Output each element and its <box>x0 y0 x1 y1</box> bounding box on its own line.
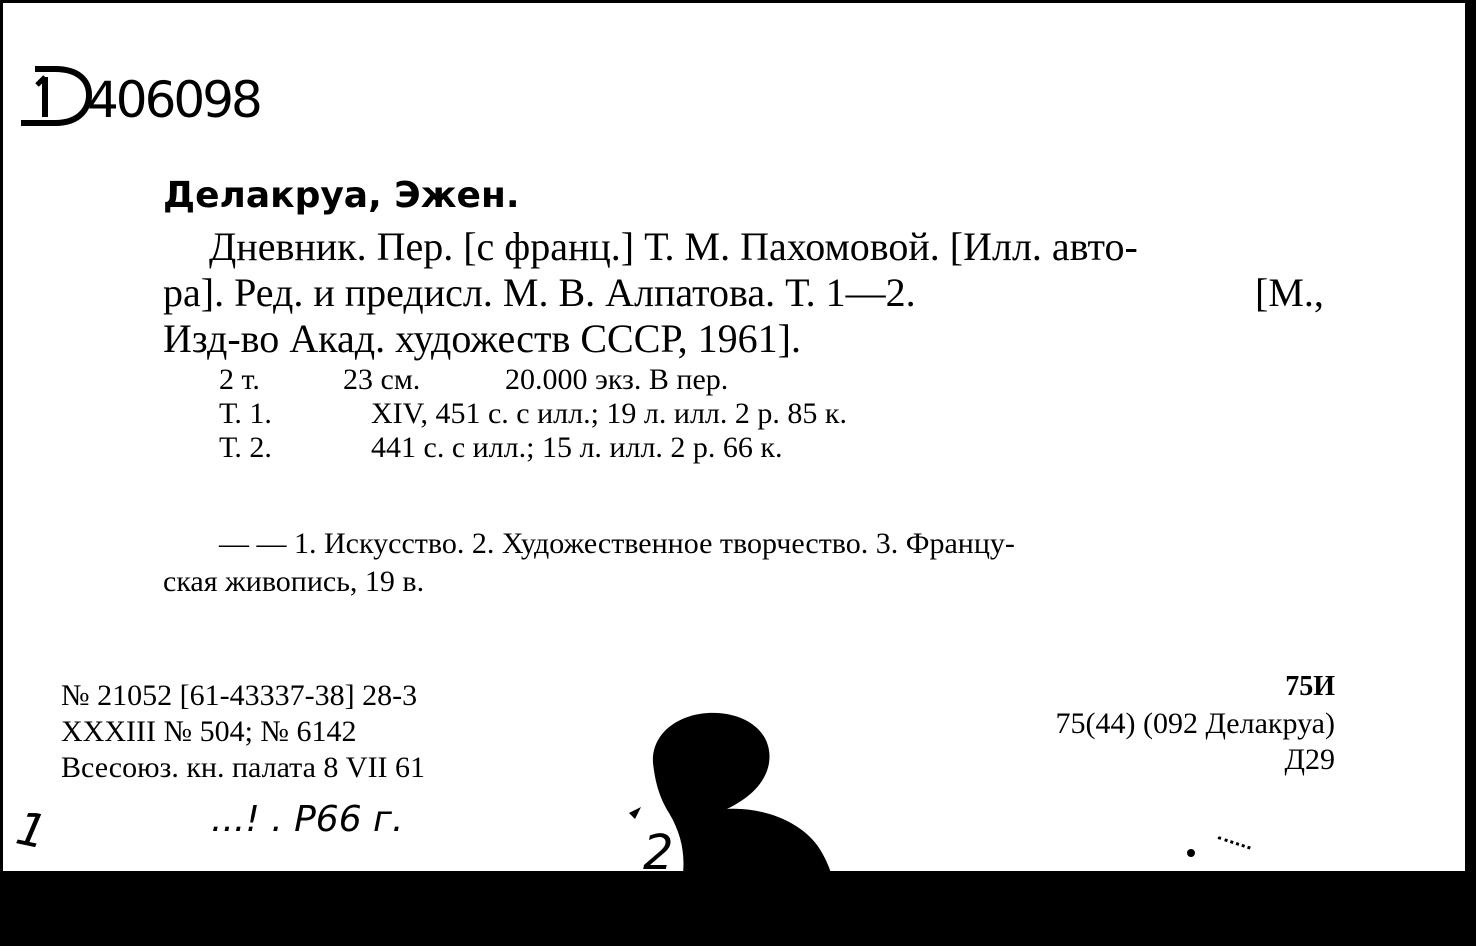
physical-line-2 <box>219 397 847 431</box>
subjects-line-2: ская живопись, 19 в. <box>163 565 425 598</box>
handwritten-number: 2 <box>643 825 674 871</box>
handwritten-scribble: ...! . Р66 г. <box>211 799 404 840</box>
speck-mark <box>1213 836 1251 863</box>
publication-place: [М., <box>1255 270 1324 315</box>
volume-1-details: XIV, 451 с. с илл.; 19 л. илл. 2 р. 85 к. <box>371 397 847 430</box>
author-mark: Д29 <box>1284 743 1335 776</box>
classification-code: 75(44) (092 Делакруа) <box>1055 707 1335 740</box>
registration-line-1: № 21052 [61-43337-38] 28-3 <box>61 679 418 712</box>
author-heading: Делакруа, Эжен. <box>163 175 520 216</box>
catalog-card <box>3 3 1465 871</box>
handwritten-left-mark: 1 <box>11 800 52 860</box>
volumes-count: 2 т. <box>219 363 260 396</box>
description-line-2: ра]. Ред. и предисл. М. В. Алпатова. Т. 1—2. <box>163 270 916 315</box>
physical-line-1 <box>219 363 728 397</box>
physical-line-3 <box>219 431 783 465</box>
volume-1-label: Т. 1. <box>219 397 272 430</box>
subjects-line-1: — — 1. Искусство. 2. Художественное творчество. 3. Францу- <box>219 527 1015 560</box>
speck-dot <box>1187 849 1195 857</box>
volume-2-label: Т. 2. <box>219 431 272 464</box>
registration-line-3: Всесоюз. кн. палата 8 VII 61 <box>61 751 426 784</box>
description-line-3: Изд-во Акад. художеств СССР, 1961]. <box>163 316 801 361</box>
registration-line-2: ХХХIII № 504; № 6142 <box>61 715 357 748</box>
print-run: 20.000 экз. В пер. <box>505 363 729 396</box>
classification-code-top: 75И <box>1285 671 1335 702</box>
volume-2-details: 441 с. с илл.; 15 л. илл. 2 р. 66 к. <box>371 431 783 464</box>
ink-blot <box>623 703 853 871</box>
size: 23 см. <box>343 363 421 396</box>
description-line-1: Дневник. Пер. [с франц.] Т. М. Пахомовой. [Илл. авто- <box>209 224 1138 269</box>
stamp-d-logo <box>15 61 97 135</box>
call-number: 406098 <box>87 71 260 129</box>
